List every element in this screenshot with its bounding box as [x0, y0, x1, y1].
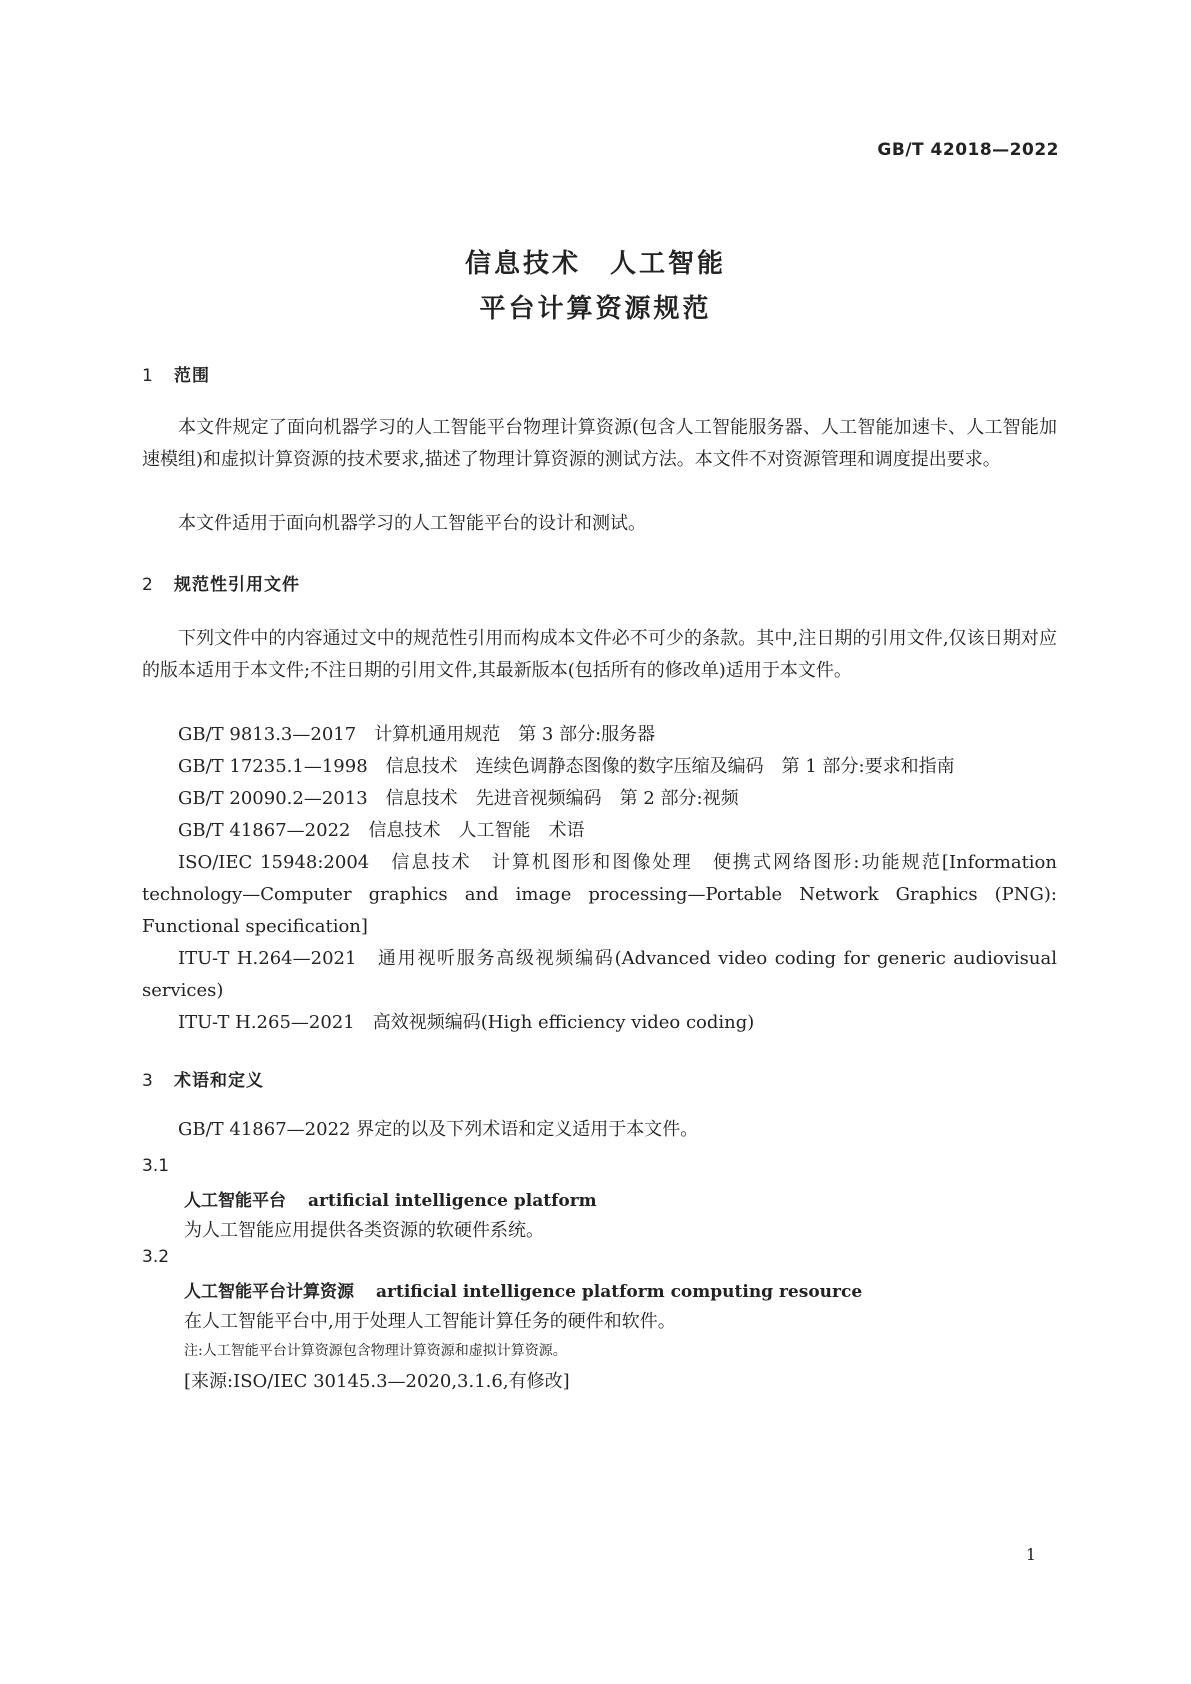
term-en: artificial intelligence platform	[308, 1191, 597, 1211]
term-definition: 在人工智能平台中,用于处理人工智能计算任务的硬件和软件。	[184, 1311, 676, 1332]
term-title	[184, 1186, 597, 1211]
section-2-heading	[142, 570, 300, 595]
term-source: [来源:ISO/IEC 30145.3—2020,3.1.6,有修改]	[184, 1371, 570, 1392]
term-cn: 人工智能平台	[184, 1191, 286, 1211]
section-1-title: 范围	[174, 366, 210, 386]
section-3-number: 3	[142, 1071, 154, 1091]
standard-code: GB/T 42018—2022	[877, 140, 1059, 160]
section-2-title: 规范性引用文件	[174, 575, 300, 595]
term-number: 3.1	[142, 1156, 170, 1176]
reference-item: ITU-T H.265—2021 高效视频编码(High efficiency video coding)	[178, 1012, 755, 1033]
document-title-line1: 信息技术 人工智能	[464, 249, 726, 279]
term-title	[184, 1277, 862, 1302]
section-1-paragraph-2: 本文件适用于面向机器学习的人工智能平台的设计和测试。	[178, 513, 646, 534]
reference-item: ISO/IEC 15948:2004 信息技术 计算机图形和图像处理 便携式网络图形:功能规范[Information technology—Computer graphics and image processing—Portable Network Graphics (PNG): Functional specification]	[142, 852, 1057, 937]
section-1-number: 1	[142, 366, 154, 386]
section-3-heading	[142, 1066, 264, 1091]
reference-item: GB/T 17235.1—1998 信息技术 连续色调静态图像的数字压缩及编码 第 1 部分:要求和指南	[178, 756, 955, 777]
document-title-line2: 平台计算资源规范	[479, 294, 712, 324]
section-1-heading	[142, 361, 210, 386]
term-number: 3.2	[142, 1247, 170, 1267]
term-cn: 人工智能平台计算资源	[184, 1282, 354, 1302]
reference-item: GB/T 41867—2022 信息技术 人工智能 术语	[178, 820, 585, 841]
page-number: 1	[1025, 1545, 1036, 1564]
section-2-number: 2	[142, 575, 154, 595]
term-definition: 为人工智能应用提供各类资源的软硬件系统。	[184, 1220, 544, 1241]
section-3-title: 术语和定义	[174, 1071, 264, 1091]
reference-item: GB/T 9813.3—2017 计算机通用规范 第 3 部分:服务器	[178, 724, 656, 745]
reference-item: ITU-T H.264—2021 通用视听服务高级视频编码(Advanced video coding for generic audiovisual services)	[142, 948, 1057, 1001]
section-2-intro: 下列文件中的内容通过文中的规范性引用而构成本文件必不可少的条款。其中,注日期的引用文件,仅该日期对应的版本适用于本文件;不注日期的引用文件,其最新版本(包括所有的修改单)适用于本文件。	[142, 628, 1057, 681]
term-note: 注:人工智能平台计算资源包含物理计算资源和虚拟计算资源。	[184, 1343, 567, 1359]
term-en: artificial intelligence platform computing resource	[376, 1282, 863, 1302]
reference-item: GB/T 20090.2—2013 信息技术 先进音视频编码 第 2 部分:视频	[178, 788, 739, 809]
section-1-paragraph-1: 本文件规定了面向机器学习的人工智能平台物理计算资源(包含人工智能服务器、人工智能加速卡、人工智能加速模组)和虚拟计算资源的技术要求,描述了物理计算资源的测试方法。本文件不对资源管理和调度提出要求。	[142, 417, 1057, 470]
section-3-intro: GB/T 41867—2022 界定的以及下列术语和定义适用于本文件。	[178, 1119, 699, 1140]
